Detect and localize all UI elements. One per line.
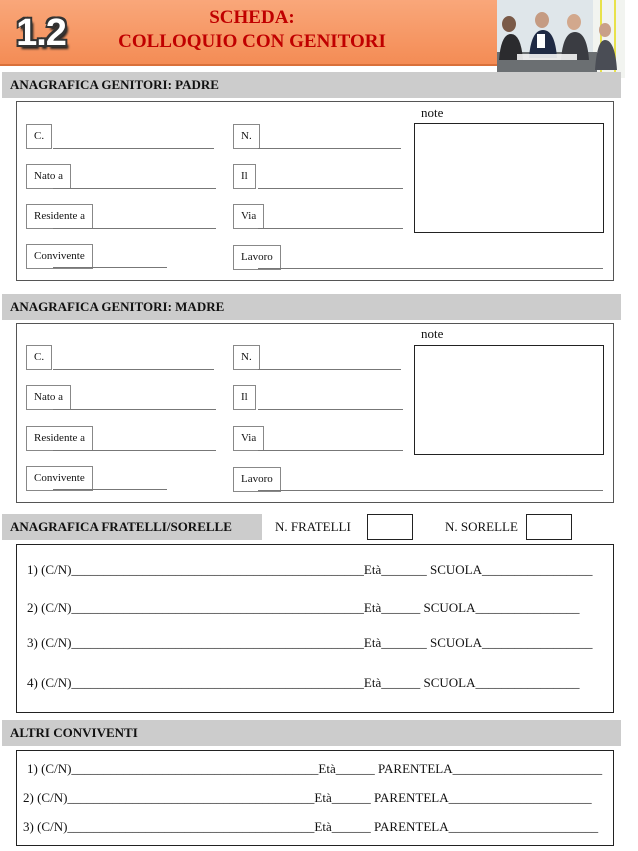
n-sorelle-label: N. SORELLE bbox=[445, 519, 518, 534]
padre-convivente-field[interactable] bbox=[53, 267, 167, 268]
meeting-photo-icon bbox=[497, 0, 625, 78]
padre-via-field[interactable] bbox=[258, 228, 403, 229]
madre-cognome-label: C. bbox=[26, 345, 52, 370]
madre-residente-field[interactable] bbox=[53, 450, 216, 451]
madre-nato-field[interactable] bbox=[53, 409, 216, 410]
convivente-row-2[interactable]: 2) (C/N)______________________________________Età______ PARENTELA______________________ bbox=[23, 790, 592, 805]
padre-cognome-field[interactable] bbox=[53, 148, 214, 149]
padre-lavoro-label: Lavoro bbox=[233, 245, 281, 270]
madre-lavoro-label: Lavoro bbox=[233, 467, 281, 492]
section-number-badge: 1.2 bbox=[16, 11, 66, 54]
section-altri-header: ALTRI CONVIVENTI bbox=[2, 720, 621, 746]
madre-nome-field[interactable] bbox=[258, 369, 401, 370]
madre-cognome-field[interactable] bbox=[53, 369, 214, 370]
madre-lavoro-field[interactable] bbox=[258, 490, 603, 491]
madre-convivente-label: Convivente bbox=[26, 466, 93, 491]
title-line-1: SCHEDA: bbox=[209, 7, 295, 28]
padre-form-box bbox=[16, 101, 614, 281]
madre-via-label: Via bbox=[233, 426, 264, 451]
section-padre-header: ANAGRAFICA GENITORI: PADRE bbox=[2, 72, 621, 98]
padre-convivente-label: Convivente bbox=[26, 244, 93, 269]
fratello-row-4[interactable]: 4) (C/N)_____________________________________________Età______ SCUOLA________________ bbox=[27, 675, 580, 690]
fratello-row-1[interactable]: 1) (C/N)_____________________________________________Età_______ SCUOLA_________________ bbox=[27, 562, 593, 577]
padre-lavoro-field[interactable] bbox=[258, 268, 603, 269]
padre-il-field[interactable] bbox=[258, 188, 403, 189]
madre-convivente-field[interactable] bbox=[53, 489, 167, 490]
padre-note-field[interactable] bbox=[414, 123, 604, 233]
padre-il-label: Il bbox=[233, 164, 256, 189]
convivente-row-3[interactable]: 3) (C/N)______________________________________Età______ PARENTELA_______________________ bbox=[23, 819, 599, 834]
page-title bbox=[82, 6, 422, 54]
section-fratelli-header: ANAGRAFICA FRATELLI/SORELLE bbox=[2, 514, 262, 540]
title-line-2: COLLOQUIO CON GENITORI bbox=[118, 31, 386, 52]
section-madre-header: ANAGRAFICA GENITORI: MADRE bbox=[2, 294, 621, 320]
header-banner bbox=[0, 0, 497, 66]
madre-nome-label: N. bbox=[233, 345, 260, 370]
n-sorelle-field[interactable] bbox=[526, 514, 572, 540]
madre-via-field[interactable] bbox=[258, 450, 403, 451]
madre-note-label: note bbox=[421, 326, 444, 341]
n-fratelli-field[interactable] bbox=[367, 514, 413, 540]
fratello-row-2[interactable]: 2) (C/N)_____________________________________________Età______ SCUOLA________________ bbox=[27, 600, 580, 615]
madre-il-label: Il bbox=[233, 385, 256, 410]
padre-nome-label: N. bbox=[233, 124, 260, 149]
madre-note-field[interactable] bbox=[414, 345, 604, 455]
padre-nato-label: Nato a bbox=[26, 164, 71, 189]
padre-nome-field[interactable] bbox=[258, 148, 401, 149]
padre-note-label: note bbox=[421, 105, 444, 120]
madre-il-field[interactable] bbox=[258, 409, 403, 410]
padre-nato-field[interactable] bbox=[53, 188, 216, 189]
fratelli-list-box bbox=[16, 544, 614, 713]
padre-residente-label: Residente a bbox=[26, 204, 93, 229]
madre-form-box bbox=[16, 323, 614, 503]
padre-residente-field[interactable] bbox=[53, 228, 216, 229]
altri-list-box bbox=[16, 750, 614, 846]
padre-cognome-label: C. bbox=[26, 124, 52, 149]
fratello-row-3[interactable]: 3) (C/N)_____________________________________________Età_______ SCUOLA_________________ bbox=[27, 635, 593, 650]
convivente-row-1[interactable]: 1) (C/N)______________________________________Età______ PARENTELA_______________________ bbox=[27, 761, 603, 776]
madre-nato-label: Nato a bbox=[26, 385, 71, 410]
madre-residente-label: Residente a bbox=[26, 426, 93, 451]
n-fratelli-label: N. FRATELLI bbox=[275, 519, 351, 534]
padre-via-label: Via bbox=[233, 204, 264, 229]
